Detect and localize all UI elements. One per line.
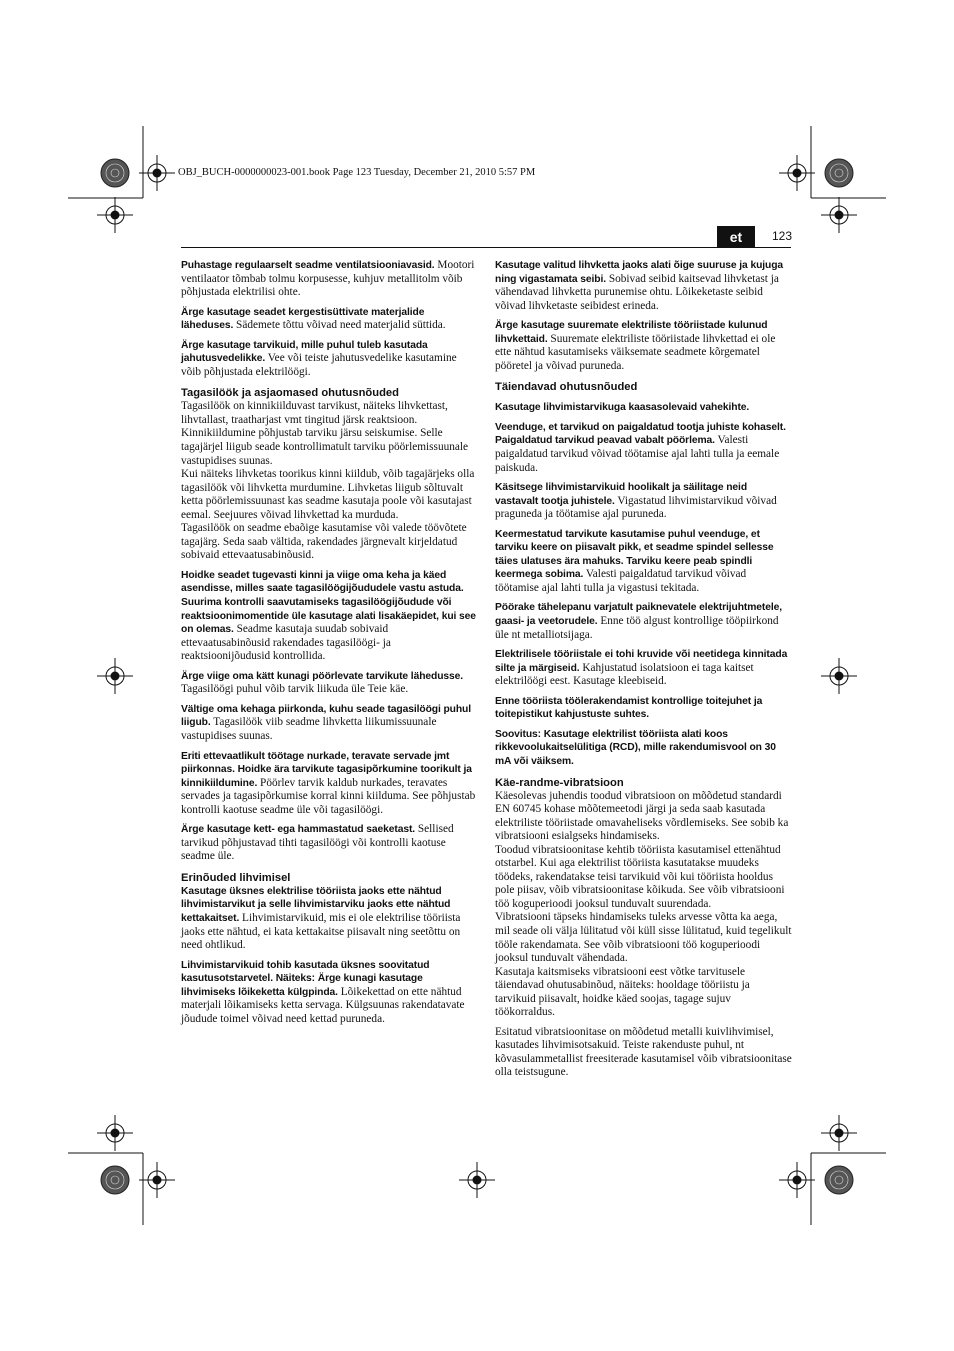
paragraph: Ärge kasutage seadet kergestisüttivate materjalide läheduses. Sädemete tõttu võivad need materjalid süttida. <box>181 306 446 332</box>
paragraph: Puhastage regulaarselt seadme ventilatsiooniavasid. Mootori ventilaator tõmbab tolmu korpusesse, kuhjuv metallitolm võib põhjustada elektrilisi ohte. <box>181 259 475 299</box>
section-heading-vibration: Käe-randme-vibratsioon <box>495 776 624 789</box>
paragraph: Käsitsege lihvimistarvikuid hoolikalt ja säilitage neid vastavalt tootja juhistele. Vigastatud lihvimistarvikud võivad praguneda ja töötamise ajal puruneda. <box>495 482 777 521</box>
left-column <box>181 259 478 1032</box>
paragraph: Ärge kasutage suuremate elektriliste tööriistade kulunud lihvkettaid. Suuremate elektriliste tööriistade lihvkettad ei ole ette nähtud kasutamiseks väiksemate seadmete kõrgematel pööretel ja võivad puruneda. <box>495 320 776 372</box>
paragraph: Soovitus: Kasutage elektrilist tööriista alati koos rikkevoolukaitselülitiga (RCD), mille rakendumisvool on 30 mA või väiksem. <box>495 728 776 767</box>
header-rule <box>181 247 791 248</box>
paragraph: Tagasilöök on kinnikiilduvast tarvikust, näiteks lihvkettast, lihvtallast, traatharjast vmt tingitud järsk reaktsioon. Kinnikiildumine põhjustab tarviku järsu seiskumise. Selle tagajärjel liigub seade kontrollimatult tarviku pöörlemissuunale vastupidises suunas. <box>181 400 469 467</box>
paragraph: Käesolevas juhendis toodud vibratsioon on mõõdetud standardi EN 60745 kohase mõõtemeetodi järgi ja seda saab kasutada elektriliste tööriistade omavaheliseks võrdlemiseks. See sobib ka vibratsiooni esialgseks hindamiseks. <box>495 789 789 843</box>
paragraph: Toodud vibratsioonitase kehtib tööriista kasutamisel ettenähtud otstarbel. Kui aga elektrilist tööriista kasutatakse muudeks töödeks, rakendatakse teisi tarvikuid või kui tööriista hooldus pole piisav, võib vibratsioonitase kõikuda. See võib vibratsiooni töö koguperioodi jooksul tunduvalt suurendada. <box>495 843 785 910</box>
paragraph: Ärge kasutage tarvikuid, mille puhul tuleb kasutada jahutusvedelikke. Vee või teiste jahutusvedelike kasutamine võib põhjustada elektrilöögi. <box>181 339 457 378</box>
paragraph: Vältige oma kehaga piirkonda, kuhu seade tagasilöögi puhul liigub. Tagasilöök viib seadme lihvketta liikumissuunale vastupidises suunas. <box>181 703 472 742</box>
paragraph: Kasutage valitud lihvketta jaoks alati õige suuruse ja kujuga ning vigastamata seibi. Sobivad seibid kaitsevad lihvketast ja vähendavad lihvketta purunemise ohtu. Lõikeketaste seibid võivad lihvketaste seibidest erineda. <box>495 260 784 312</box>
page-number: 123 <box>772 229 793 243</box>
paragraph: Lihvimistarvikuid tohib kasutada üksnes soovitatud kasutusotstarvetel. Näiteks: Ärge kunagi kasutage lihvimiseks lõikeketta külgpinda. Lõikekettad on ette nähtud materjali lõikamiseks ketta servaga. Külgsuunas rakendatavate jõudude toimel võivad need kettad puruneda. <box>181 959 465 1025</box>
section-heading-special: Erinõuded lihvimisel <box>181 871 291 884</box>
paragraph: Ärge kasutage kett- ega hammastatud saeketast. Sellised tarvikud põhjustavad tihti tagasilöögi või kontrolli kaotuse seadme üle. <box>181 823 454 863</box>
paragraph: Esitatud vibratsioonitase on mõõdetud metalli kuivlihvimisel, kasutades lihvimisotsakuid. Teiste rakenduste puhul, nt kõvasulammetallist freesiterade kasutamisel võib vibratsioonitase olla teistsugune. <box>495 1025 792 1079</box>
paragraph: Enne tööriista töölerakendamist kontrollige toitejuhet ja toitepistikut kahjustuste suhtes. <box>495 695 763 721</box>
book-info-line: OBJ_BUCH-0000000023-001.book Page 123 Tuesday, December 21, 2010 5:57 PM <box>178 167 536 178</box>
paragraph: Kui näiteks lihvketas toorikus kinni kiildub, võib tagajärjeks olla tagasilöök või lihvketta murdumine. Lihvketas liigub sõltuvalt ketta pöörlemissuunast kas seadme kasutaja poole või kasutajast eemal. Seejuures võivad lihvkettad ka murduda. <box>181 468 475 521</box>
paragraph: Pöörake tähelepanu varjatult paiknevatele elektrijuhtmetele, gaasi- ja veetorudele. Enne töö algust kontrollige tööpiirkond üle nt metalliotsijaga. <box>495 602 782 641</box>
paragraph: Eriti ettevaatlikult töötage nurkade, teravate servade jmt piirkonnas. Hoidke ära tarvikute tagasipõrkumine toorikult ja kinnikiildumine. Pöörlev tarvik kaldub nurkades, teravates servades ja tagasipõrkumise korral kinni kiilduma. See põhjustab kontrolli kaotuse seadme üle või tagasilöögi. <box>181 750 476 816</box>
paragraph: Elektrilisele tööriistale ei tohi kruvide või neetidega kinnitada silte ja märgiseid. Kahjustatud isolatsioon ei taga kaitset elektrilöögi eest. Kasutage kleebiseid. <box>495 649 788 688</box>
language-tab: et <box>717 226 755 248</box>
section-heading-kickback: Tagasilöök ja asjaomased ohutusnõuded <box>181 387 399 400</box>
paragraph: Veenduge, et tarvikud on paigaldatud tootja juhiste kohaselt. Paigaldatud tarvikud peavad vabalt pöörlema. Valesti paigaldatud tarvikud võivad töötamise ajal lahti tulla ja eemale paiskuda. <box>495 421 786 474</box>
section-heading-additional: Täiendavad ohutusnõuded <box>495 381 638 394</box>
paragraph: Tagasilöök on seadme ebaõige kasutamise või valede töövõtete tagajärg. Seda saab vältida, rakendades järgnevalt kirjeldatud sobivaid ettevaatusabinõusid. <box>181 522 467 562</box>
right-column <box>495 259 792 1086</box>
paragraph: Kasutage üksnes elektrilise tööriista jaoks ette nähtud lihvimistarvikut ja selle lihvimistarviku jaoks ette nähtud kettakaitset. Lihvimistarvikuid, mis ei ole elektrilise tööriista jaoks ette nähtud, ei kata kettakaitse piisavalt ning seetõttu on need ohtlikud. <box>181 885 461 952</box>
paragraph: Kasutaja kaitsmiseks vibratsiooni eest võtke tarvitusele täiendavad ohutusabinõud, näiteks: hooldage tööriistu ja tarvikuid piisavalt, hoidke käed soojas, tagage sujuv töökorraldus. <box>495 965 750 1019</box>
paragraph: Ärge viige oma kätt kunagi pöörlevate tarvikute lähedusse. Tagasilöögi puhul võib tarvik liikuda üle Teie käe. <box>181 670 464 696</box>
paragraph: Vibratsiooni täpseks hindamiseks tuleks arvesse võtta ka aega, mil seade oli välja lülitatud või küll sisse lülitatud, kuid tegelikult tööle rakendamata. See võib vibratsiooni töö koguperioodi jooksul tunduvalt vähendada. <box>495 911 792 965</box>
paragraph: Keermestatud tarvikute kasutamise puhul veenduge, et tarviku keere on piisavalt pikk, et seadme spindel sellesse täies ulatuses ära mahuks. Tarviku keere peab spindli keermega sobima. Valesti paigaldatud tarvikud võivad töötamise ajal lahti tulla ja vigastusi tekitada. <box>495 528 774 594</box>
paragraph: Hoidke seadet tugevasti kinni ja viige oma keha ja käed asendisse, milles saate tagasilöögijõududele vastu astuda. Suurima kontrolli saavutamiseks tagasilöögijõudude või reaktsioonimomentide üle kasutage alati lisakäepidet, kui see on olemas. Seadme kasutaja suudab sobivaid ettevaatusabinõusid rakendades tagasilöögi- ja reaktsioonijõudusid kontrollida. <box>181 569 476 663</box>
paragraph: Kasutage lihvimistarvikuga kaasasolevaid vahekihte. <box>495 402 750 414</box>
